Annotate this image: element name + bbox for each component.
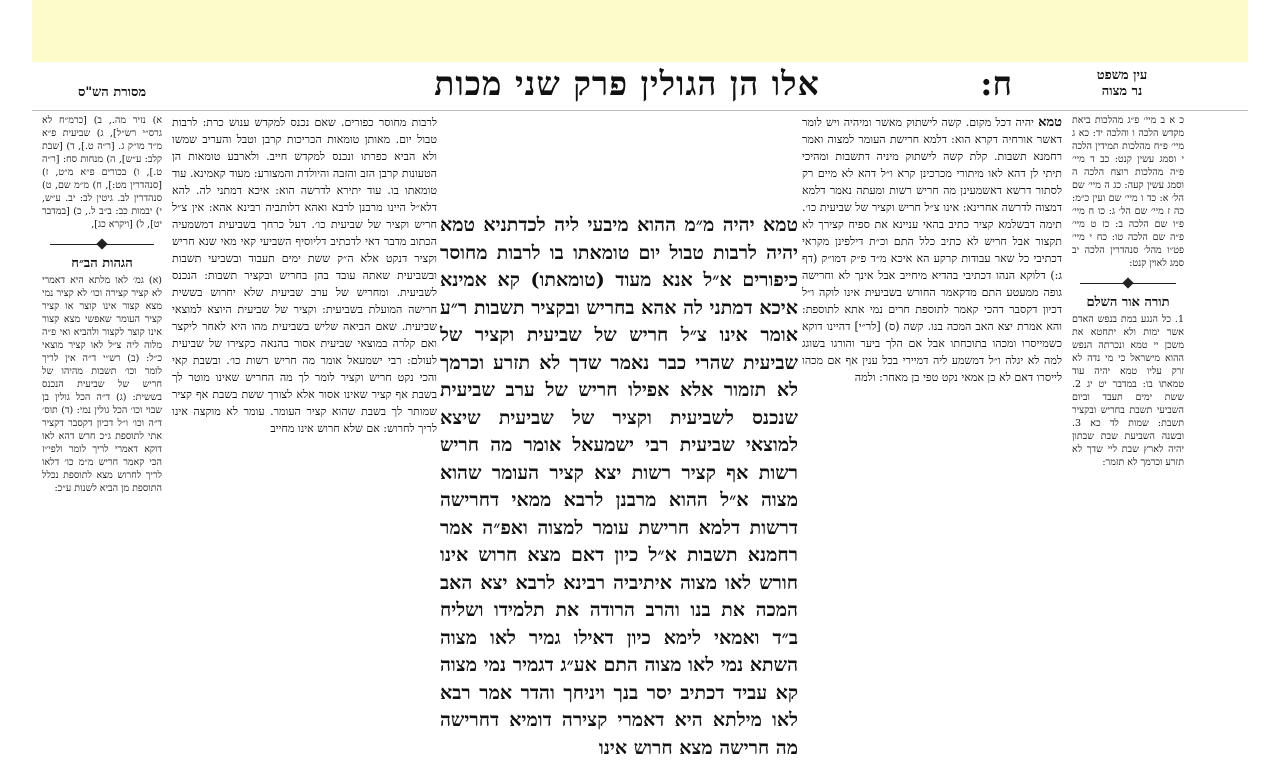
ein-mishpat-column xyxy=(1072,114,1184,720)
tosafot-text: לרבות מחוסר כפורים. שאם נכנס למקדש ענוש כרת: לרבות טבול יום. מאותן טומאות הכריכות קרבן וטבל והעריב שמשו ולא הביא כפרתו ונכנס למקדש חייב. ולארבע טומאות הן הטעונות קרבן הזב והזבה והיולדת והמצורע: מעוד קאמינא. עוד טומאתו בו. עוד יתירא לדרשה הוא: איכא דמתני לה. להא דלא״ל היינו מרבנן לרבא ואהא דלותביה רבינא אהא: אין צ״ל חריש וקציר של שביעית כו׳. דעל כרחך בשביעית דמשמעיה הכתוב מדבר דאי לדכתיב דליוסיף השביעי קאי מאי שנא חריש וקציר דנקט אלא ה״ק ששת ימים תעבוד ובשביעי תשבות ובשביעית שאתה עובד בהן בחריש ובקציר תשבות: הנכנס לשביעית. ומחריש של ערב שביעית שלא יחרוש בששית חרישה המועלת בשביעית: וקציר של שביעית היוצא למוצאי שביעית. שאם הביאה שליש בשביעית מהו היא לאחר ליקצר ואם קלרה במוצאי שביעית אסור בהנאה כקצירו של שביעית לעולם: רבי ישמעאל אומר מה חריש רשות כו׳. ובשבת קאי והכי נקט חריש וקציר לומר לך מה החריש שאינו מוטר לך בשבת אף קציר שאינו אסור אלא לצורך ששת בשבת אף קציר שמותר לך בשבת שהוא קציר העומר. עומר לא מוקצה אינו לריך לחרוש: אם שלא חרוש אינו מחייב xyxy=(172,116,437,435)
left-margin xyxy=(0,0,32,720)
gemara-text: טמא יהיה מ״מ ההוא מיבעי ליה לכדתניא טמא יהיה לרבות טבול יום טומאתו בו לרבות מחוסר כיפורים א״ל אנא מעוד (טומאתו) קא אמינא איכא דמתני לה אהא בחריש ובקציר תשבות ר״ע אומר אינו צ״ל חריש של שביעית וקציר של שביעית שהרי כבר נאמר שדך לא תזרע וכרמך לא תזמור אלא אפילו חריש של ערב שביעית שנכנס לשביעית וקציר של שביעית שיצא למוצאי שביעית רבי ישמעאל אומר מה חריש רשות אף קציר רשות יצא קציר העומר שהוא מצוה א״ל ההוא מרבנן לרבא ממאי דחרישה דרשות דלמא חרישת עומר למצוה ואפ״ה אמר רחמנא תשבות א״ל כיון דאם מצא חרוש אינו חורש לאו מצוה איתיביה רבינא לרבא יצא האב המכה את בנו והרב הרודה את תלמידו ושליח ב״ד ואמאי לימא כיון דאילו גמיר לאו מצוה השתא נמי לאו מצוה התם אע״ג דגמיר נמי מצוה קא עביד דכתיב יסר בנך ויניחך והדר אמר רבא לאו מילתא היא דאמרי קצירה דומיא דחרישה מה חרישה מצא חרוש אינו xyxy=(440,214,798,759)
top-banner xyxy=(32,0,1248,62)
divider xyxy=(1072,276,1184,290)
mesoret-refs: א) נזיר מה., ב) [כרמ״ח לא גרס״י רש״ל], ג) שביעית פ״א מ״ד מו״ק ג. [ר״ה ט.], ד) [שבת קלב: ע״ש], ה) מנחות סח: [ר״ה ט.], ו) בכורים פ״א מ״ט, ז) [סנהדרין מט:], ח) מ״מ שם, ט) סנהדרין לב. גיטין לב: יב. ע״ש, י) יבמות כב: ב״ב ל., כ) [במדבר יט], ל) [ויקרא כג], xyxy=(42,115,162,230)
rashi-column xyxy=(802,114,1062,720)
right-margin xyxy=(1248,0,1280,720)
haggahot-heading: הגהות הב״ח xyxy=(71,256,133,271)
ein-mishpat-entries: כ א ב מיי׳ פ״ג מהלכות ביאת מקדש הלכה ו והלכה יד: כא ג מיי׳ פ״ח מהלכות תמידין הלכה י וסמג עשין קנט: כב ד מיי׳ פ״ה מהלכות רוצח הלכה ה וסמג עשין קעה: כג ה מיי׳ שם הל׳ א: כד ו מיי׳ שם ועין כ״מ: כה ז מיי׳ שם הל׳ ג: כו ח מיי׳ פ״ו שם הלכה ב: כז ט מיי׳ פ״ה שם הלכה טו: כח י מיי׳ פט״ו מהל׳ סנהדרין הלכה יב סמג לאוין קנט: xyxy=(1072,115,1184,269)
rashi-text: יהיה דכל מקום. קשה לישתוק מאשר ומיהיה ויש לומר דאשר אורחיה דקרא הוא: דלמא חרישת העומר למצוה ואמר רחמנא תשבות. קלת קשה לישתוק מיניה דתשבות ומהיכי תיתי לן דהא לאו מיתורי מכרכינן קרא ו״ל דהא לא מיים רק לסתור דרשא דאשמעינן מה חריש רשות ומעתה נאמר דלמא דמצוה לדרשה אחרינא: אינו צ״ל חריש וקציר של שביעית כו׳. תימה דבשלמא קציר כתיב בהאי עניינא את ספיח קצירך לא תקצור אבל חריש לא כתיב כלל התם וכ״ת דילפינן מקראי דכתיבי כל שאר עבודות קרקע הא איכא מ״ד פ״ק דמו״ק (דף ג:) דלוקא הנהו דכתיבי בהדיא מיחייב אבל אינך לא וחרישה גופה ממעטע התם מדקאמר החורש בשביעית אינו לוקה ו״ל דכיון דקסבר דהכי קאמר לתוספת חרים נמי אתא לתוספת: והא אמרת יצא האב המכה בנו. קשה (ס) [לר״י] דהיינו דוקא כשמייסרו ומכהו בתוכחתו אבל אם הלך ביער והורגו בשוגג למה לא יגלה ו״ל דמשמע ליה דמיירי בכל ענין אף אם מכהו לייסרו דאם לא כן אמאי נקט טפי בן מאחר: ולמה xyxy=(802,116,1062,384)
mesoret-column xyxy=(42,114,162,720)
talmud-page xyxy=(32,62,1248,759)
torah-or-heading: תורה אור השלם xyxy=(1086,295,1170,310)
mesoret-header: מסורת הש"ס xyxy=(77,85,147,100)
header-rule xyxy=(32,110,1248,111)
gemara-column xyxy=(440,212,798,759)
divider xyxy=(42,237,162,251)
rashi-lead-word: טמא xyxy=(1038,115,1062,130)
haggahot-text: (א) גמ׳ לאו מלתא היא דאמרי לא קציר קצירה וכו׳ לא קציר נמי מצא קצור אינו קוצר או קציר קציר העומר שאפשי מצא קצור אינו קוצר לקצור ולהביא ואי פ״ה מלוה ליה צ״ל לאו קציר מוצאי כ״ל: (ב) רש״י ד״ה אין לריך לומר וכו׳ תשבות מהיהו של חריש של שביעית הנכנס בששית: (ג) ד״ה הכל גולין בן שבוי וכו׳ הכל גולין נמי: (ד) תוס׳ ד״ה וכו׳ ו״ל דכיון דקסבר דקציר אתי לתוספת ג״כ חרש דהא לאו דוקא דאמרי לריך לומר ולפי״ז הכי קאמר חריש מ״מ כו׳ דלאו לריך לחרוש מצא לתוספת נכלל התוספת מן הביא לשנות ע״כ: xyxy=(42,275,162,494)
ein-mishpat-header: עין משפט נר מצוה xyxy=(1096,68,1148,99)
daf-number: ח: xyxy=(980,64,1012,103)
page-title: אלו הן הגולין פרק שני מכות xyxy=(434,64,820,103)
tosafot-column xyxy=(172,114,437,720)
torah-or-text: 1. כל הנגע במת בנפש האדם אשר ימות ולא יתחטא את משכן יי טמא ונכרתה הנפש ההוא מישראל כי מי נדה לא זרק עליו טמא יהיה עוד טמאתו בו: במדבר יט יג 2. ששת ימים תעבד וביום השביעי תשבת בחריש ובקציר תשבת: שמות לד כא 3. ובשנה השביעת שבת שבתון יהיה לארץ שבת ליי שדך לא תזרע וכרמך לא תזמר: xyxy=(1072,314,1184,468)
